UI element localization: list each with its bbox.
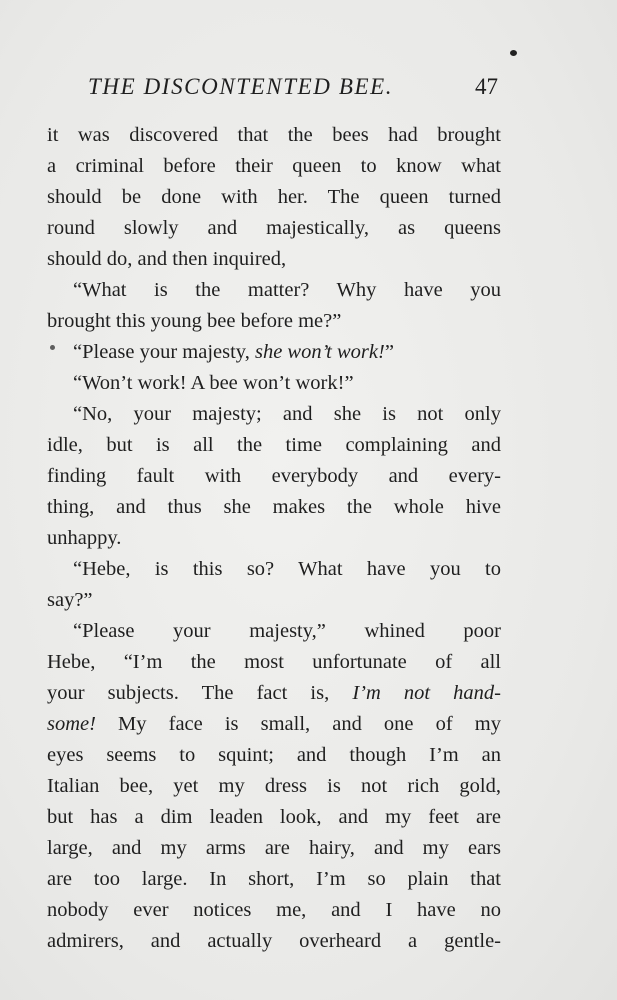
- text-line: a criminal before their queen to know what: [47, 155, 501, 177]
- emphasis: I’m not hand-: [352, 682, 502, 704]
- text-line: round slowly and majestically, as queens: [47, 217, 501, 239]
- text-line: your subjects. The fact is, I’m not hand-: [47, 682, 502, 704]
- text-line: say?”: [47, 589, 93, 611]
- running-title: THE DISCONTENTED BEE.: [88, 74, 394, 99]
- text-line: “What is the matter? Why have you: [73, 279, 501, 301]
- text-line: should be done with her. The queen turned: [47, 186, 501, 208]
- text-line: some! My face is small, and one of my: [47, 713, 501, 735]
- ink-speck: [510, 50, 517, 56]
- ink-speck: [50, 345, 55, 350]
- text-line: “Please your majesty, she won’t work!”: [73, 341, 394, 363]
- text-line: large, and my arms are hairy, and my ears: [47, 837, 501, 859]
- text-line: but has a dim leaden look, and my feet are: [47, 806, 501, 828]
- page-number: 47: [475, 74, 498, 99]
- text-line: admirers, and actually overheard a gentle-: [47, 930, 501, 952]
- running-header: [88, 74, 498, 108]
- text-line: “Hebe, is this so? What have you to: [73, 558, 501, 580]
- text-line: brought this young bee before me?”: [47, 310, 342, 332]
- text-line: are too large. In short, I’m so plain that: [47, 868, 501, 890]
- text-line: eyes seems to squint; and though I’m an: [47, 744, 501, 766]
- text-line: finding fault with everybody and every-: [47, 465, 501, 487]
- text-line: “No, your majesty; and she is not only: [73, 403, 501, 425]
- emphasis: she won’t work!: [254, 341, 385, 363]
- text-line: “Won’t work! A bee won’t work!”: [73, 372, 354, 394]
- text-line: should do, and then inquired,: [47, 248, 287, 270]
- text-line: “Please your majesty,” whined poor: [73, 620, 501, 642]
- body-text: [47, 120, 501, 957]
- text-line: thing, and thus she makes the whole hive: [47, 496, 501, 518]
- text-line: Hebe, “I’m the most unfortunate of all: [47, 651, 501, 673]
- text-line: Italian bee, yet my dress is not rich gold,: [47, 775, 501, 797]
- text-line: it was discovered that the bees had brought: [47, 124, 501, 146]
- emphasis: some!: [47, 713, 96, 735]
- text-line: idle, but is all the time complaining and: [47, 434, 501, 456]
- text-line: nobody ever notices me, and I have no: [47, 899, 501, 921]
- text-line: unhappy.: [47, 527, 122, 549]
